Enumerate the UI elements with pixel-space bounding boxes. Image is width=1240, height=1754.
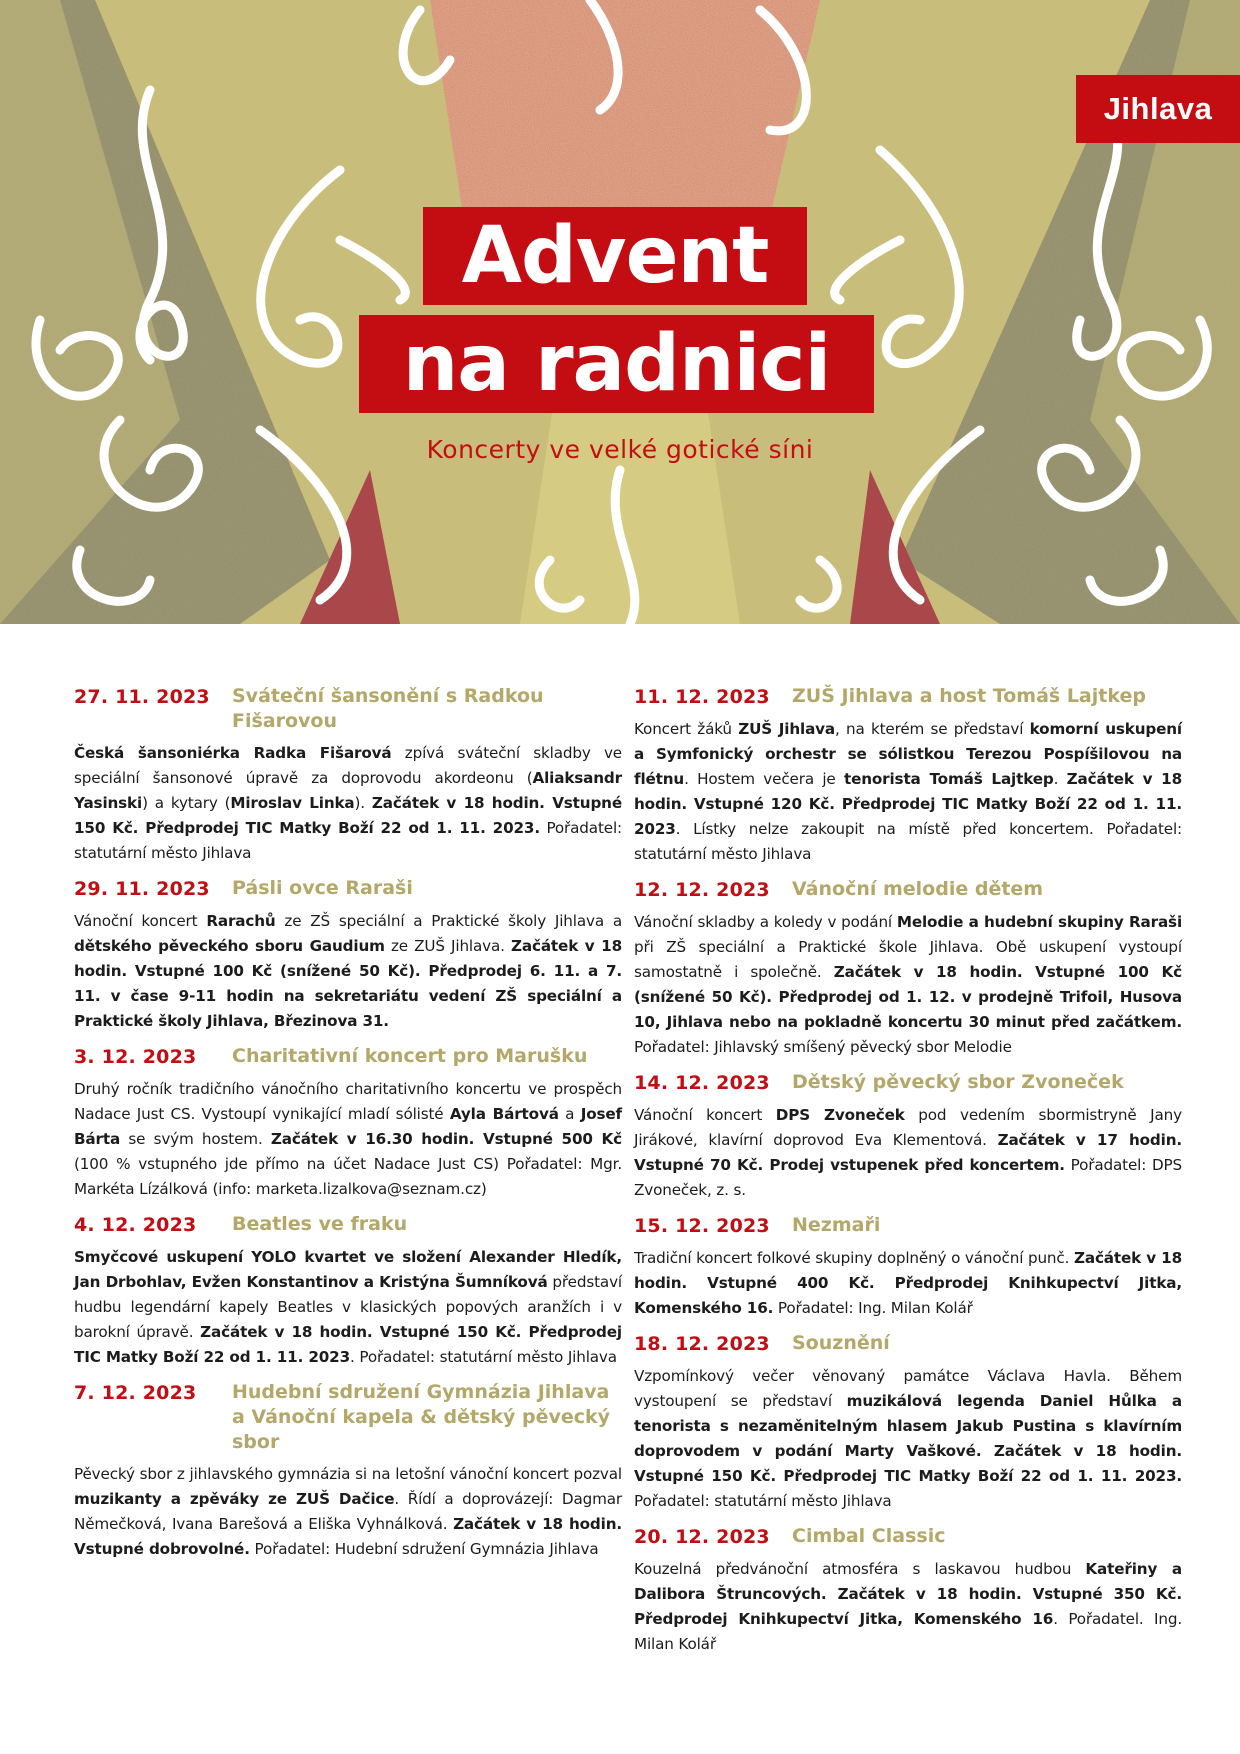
event-description — [74, 909, 622, 1034]
event-description — [634, 717, 1182, 867]
event-date: 12. 12. 2023 — [634, 879, 770, 901]
event-date: 11. 12. 2023 — [634, 686, 770, 708]
event-header — [634, 1070, 1182, 1096]
event-text: Vánoční koncert — [74, 912, 207, 930]
event-text: Pořadatel: DPS Zvoneček, z. s. — [634, 1156, 1182, 1199]
event-text: . Pořadatel. Ing. Milan Kolář — [634, 1610, 1182, 1653]
city-badge: Jihlava — [1076, 75, 1240, 143]
event-text-bold: tenorista Tomáš Lajtkep — [843, 770, 1054, 788]
event-text-bold: Melodie a hudební skupiny Raraši — [896, 913, 1182, 931]
event-text-bold: Začátek v 18 hodin. Vstupné 100 Kč (snížené 50 Kč). Předprodej od 1. 12. v prodejně Trifoil, Husova 10, Jihlava nebo na pokladně koncertu 30 minut před začátkem. — [634, 963, 1182, 1031]
event-title: Beatles ve fraku — [232, 1213, 408, 1235]
event-text-bold: Miroslav Linka — [230, 794, 355, 812]
event-text: Pořadatel: Jihlavský smíšený pěvecký sbor Melodie — [634, 1038, 1012, 1056]
event-header — [74, 684, 622, 734]
event-header — [634, 1213, 1182, 1239]
header-banner — [0, 0, 1240, 624]
event-text: . Pořadatel: statutární město Jihlava — [350, 1348, 617, 1366]
event-text: ze ZŠ speciální a Praktické školy Jihlava a — [275, 912, 622, 930]
event-item — [74, 1044, 622, 1202]
event-description — [634, 1103, 1182, 1203]
event-date: 15. 12. 2023 — [634, 1215, 770, 1237]
event-title: Charitativní koncert pro Marušku — [232, 1045, 588, 1067]
event-description — [634, 1246, 1182, 1321]
event-text-bold: Česká šansoniérka Radka Fišarová — [74, 744, 392, 762]
event-text-bold: ZUŠ Jihlava — [738, 720, 836, 738]
event-date: 29. 11. 2023 — [74, 878, 210, 900]
event-header — [74, 1212, 622, 1238]
page-subtitle: Koncerty ve velké gotické síni — [426, 435, 814, 464]
events-column-right — [634, 684, 1182, 1667]
event-title: Souznění — [792, 1332, 890, 1354]
event-title: Dětský pěvecký sbor Zvoneček — [792, 1071, 1124, 1093]
event-text: zpívá sváteční skladby ve speciální šansonové úpravě za doprovodu akordeonu ( — [74, 744, 622, 787]
event-text: Pořadatel: Ing. Milan Kolář — [773, 1299, 973, 1317]
event-item — [634, 1213, 1182, 1321]
event-text: ) a kytary ( — [142, 794, 231, 812]
event-text-bold: muzikanty a zpěváky ze ZUŠ Dačice — [74, 1490, 395, 1508]
event-description — [74, 1077, 622, 1202]
event-description — [74, 1245, 622, 1370]
event-date: 20. 12. 2023 — [634, 1526, 770, 1548]
event-text-bold: komorní uskupení a Symfonický orchestr se sólistkou Terezou Pospíšilovou na flétnu — [634, 720, 1182, 788]
events-column-left — [74, 684, 622, 1572]
event-text-bold: Začátek v 18 hodin. Vstupné dobrovolné. — [74, 1515, 622, 1558]
event-text: . — [1053, 770, 1067, 788]
event-text-bold: Smyčcové uskupení YOLO kvartet ve složení Alexander Hledík, Jan Drbohlav, Evžen Konstantinov a Kristýna Šumníková — [74, 1248, 622, 1291]
event-item — [74, 876, 622, 1034]
event-text-bold: Začátek v 18 hodin. Vstupné 120 Kč. Předprodej TIC Matky Boží 22 od 1. 11. 2023 — [634, 770, 1182, 838]
event-item — [634, 1070, 1182, 1203]
event-text-bold: muzikálová legenda Daniel Hůlka a tenorista s nezaměnitelným hlasem Jakub Pustina s klavírním doprovodem v podání Marty Vaškové. Začátek v 18 hodin. Vstupné 150 Kč. Předprodej TIC Matky Boží 22 od 1. 11. 2023. — [634, 1392, 1182, 1485]
event-item — [634, 877, 1182, 1060]
event-text: (100 % vstupného jde přímo na účet Nadace Just CS) Pořadatel: Mgr. Markéta Lízálková (info: marketa.lizalkova@seznam.cz) — [74, 1155, 622, 1198]
event-text-bold: Josef Bárta — [74, 1105, 623, 1148]
event-item — [634, 1524, 1182, 1657]
event-text: se svým hostem. — [120, 1130, 271, 1148]
event-text: Pořadatel: statutární město Jihlava — [74, 819, 622, 862]
event-title: Hudební sdružení Gymnázia Jihlava a Vánoční kapela & dětský pěvecký sbor — [232, 1381, 611, 1453]
event-text-bold: Začátek v 18 hodin. Vstupné 150 Kč. Předprodej TIC Matky Boží 22 od 1. 11. 2023. — [74, 794, 622, 837]
event-header — [74, 1380, 622, 1455]
event-title: Sváteční šansonění s Radkou Fišarovou — [232, 685, 544, 732]
event-date: 4. 12. 2023 — [74, 1214, 197, 1236]
event-text-bold: Začátek v 17 hodin. Vstupné 70 Kč. Prodej vstupenek před koncertem. — [634, 1131, 1182, 1174]
event-title: Nezmaři — [792, 1214, 881, 1236]
event-text: ze ZUŠ Jihlava. — [384, 937, 512, 955]
event-text-bold: Začátek v 16.30 hodin. Vstupné 500 Kč — [270, 1130, 622, 1148]
event-text-bold: Začátek v 18 hodin. Vstupné 100 Kč (snížené 50 Kč). Předprodej 6. 11. a 7. 11. v čase 9-11 hodin na sekretariátu vedení ZŠ speciální a Praktické školy Jihlava, Březinova 31. — [74, 937, 623, 1030]
event-date: 18. 12. 2023 — [634, 1333, 770, 1355]
event-header — [634, 877, 1182, 903]
event-text: . Řídí a doprovázejí: Dagmar Němečková, Ivana Barešová a Eliška Vyhnálková. — [74, 1490, 622, 1533]
event-text-bold: Ayla Bártová — [449, 1105, 559, 1123]
event-text-bold: Rarachů — [206, 912, 276, 930]
event-header — [74, 1044, 622, 1070]
event-title: ZUŠ Jihlava a host Tomáš Lajtkep — [792, 685, 1146, 707]
event-header — [634, 1331, 1182, 1357]
event-text: ). — [354, 794, 372, 812]
page-title-line1: Advent — [423, 207, 807, 305]
event-text: Pořadatel: statutární město Jihlava — [634, 1492, 892, 1510]
event-text: . Lístky nelze zakoupit na místě před koncertem. Pořadatel: statutární město Jihlava — [634, 820, 1182, 863]
event-text-bold: Kateřiny a Dalibora Štruncových. Začátek v 18 hodin. Vstupné 350 Kč. Předprodej Knihkupectví Jitka, Komenského 16 — [634, 1560, 1182, 1628]
event-text: Pořadatel: Hudební sdružení Gymnázia Jihlava — [249, 1540, 599, 1558]
event-text: Druhý ročník tradičního vánočního charitativního koncertu ve prospěch Nadace Just CS. Vystoupí vynikající mladí sólisté — [74, 1080, 622, 1123]
event-item — [74, 1380, 622, 1562]
event-text-bold: Začátek v 18 hodin. Vstupné 400 Kč. Předprodej Knihkupectví Jitka, Komenského 16. — [634, 1249, 1182, 1317]
event-text-bold: Aliaksandr Yasinski — [74, 769, 622, 812]
event-text: . Hostem večera je — [684, 770, 844, 788]
event-text: pod vedením sbormistryně Jany Jirákové, klavírní doprovod Eva Klementová. — [634, 1106, 1182, 1149]
event-date: 3. 12. 2023 — [74, 1046, 197, 1068]
event-text: při ZŠ speciální a Praktické škole Jihlava. Obě uskupení vystoupí samostatně i společně. — [634, 938, 1182, 981]
event-header — [74, 876, 622, 902]
page-title-line2: na radnici — [359, 315, 874, 413]
event-item — [74, 684, 622, 866]
event-description — [74, 741, 622, 866]
event-description — [634, 910, 1182, 1060]
event-item — [634, 684, 1182, 867]
event-description — [634, 1557, 1182, 1657]
event-text: Koncert žáků — [634, 720, 739, 738]
event-text: , na kterém se představí — [835, 720, 1030, 738]
event-item — [74, 1212, 622, 1370]
event-text: Vánoční skladby a koledy v podání — [634, 913, 897, 931]
event-text: Tradiční koncert folkové skupiny doplněný o vánoční punč. — [634, 1249, 1074, 1267]
event-item — [634, 1331, 1182, 1514]
decorative-background — [0, 0, 1240, 624]
event-text: Vzpomínkový večer věnovaný památce Václava Havla. Během vystoupení se představí — [634, 1367, 1182, 1410]
event-text: Kouzelná předvánoční atmosféra s laskavou hudbou — [634, 1560, 1086, 1578]
event-title: Cimbal Classic — [792, 1525, 946, 1547]
event-text-bold: DPS Zvoneček — [775, 1106, 905, 1124]
event-text-bold: dětského pěveckého sboru Gaudium — [74, 937, 385, 955]
event-text: Vánoční koncert — [634, 1106, 776, 1124]
event-title: Vánoční melodie dětem — [792, 878, 1044, 900]
event-text-bold: Začátek v 18 hodin. Vstupné 150 Kč. Předprodej TIC Matky Boží 22 od 1. 11. 2023 — [74, 1323, 622, 1366]
event-description — [74, 1462, 622, 1562]
event-date: 7. 12. 2023 — [74, 1382, 197, 1404]
event-date: 14. 12. 2023 — [634, 1072, 770, 1094]
event-title: Pásli ovce Raraši — [232, 877, 413, 899]
event-date: 27. 11. 2023 — [74, 686, 210, 708]
event-text: představí hudbu legendární kapely Beatles v klasických popových aranžích i v barokní úpravě. — [74, 1273, 622, 1341]
event-header — [634, 1524, 1182, 1550]
event-text: a — [558, 1105, 581, 1123]
event-description — [634, 1364, 1182, 1514]
event-header — [634, 684, 1182, 710]
event-text: Pěvecký sbor z jihlavského gymnázia si na letošní vánoční koncert pozval — [74, 1465, 622, 1483]
